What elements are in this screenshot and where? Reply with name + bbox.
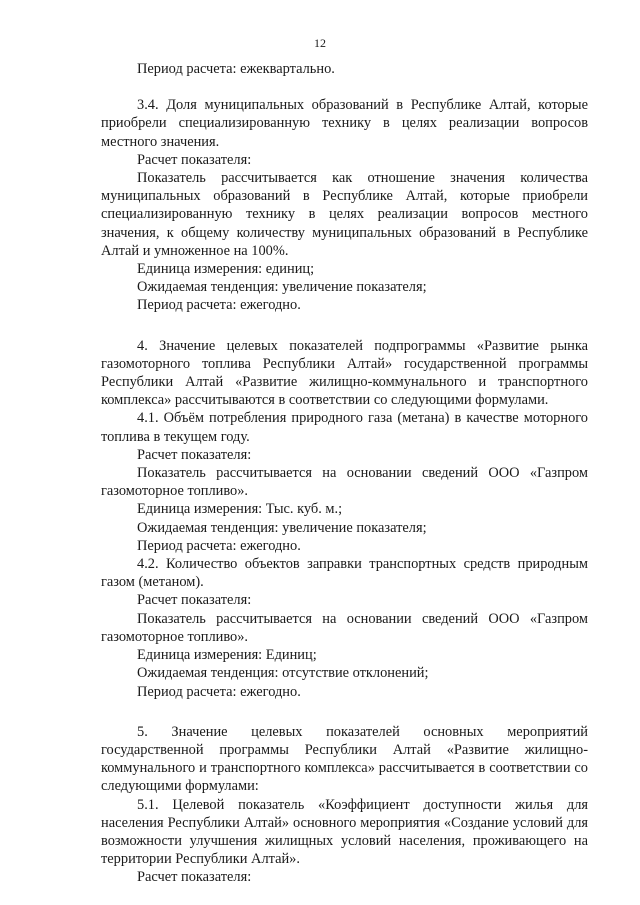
paragraph: Показатель рассчитывается на основании сведений ООО «Газпром газомоторное топливо». (101, 610, 588, 645)
paragraph: Расчет показателя: (137, 446, 252, 463)
paragraph: 3.4. Доля муниципальных образований в Республике Алтай, которые приобрели специализированную технику в целях реализации вопросов местного значения. (101, 97, 588, 150)
paragraph: Период расчета: ежеквартально. (137, 61, 335, 77)
paragraph: Ожидаемая тенденция: увеличение показателя; (137, 279, 427, 296)
paragraph: Ожидаемая тенденция: отсутствие отклонений; (137, 665, 429, 682)
paragraph: Показатель рассчитывается на основании сведений ООО «Газпром газомоторное топливо». (101, 465, 588, 500)
paragraph: Расчет показателя: (137, 869, 252, 886)
paragraph: Период расчета: ежегодно. (137, 297, 301, 314)
paragraph-spacer (101, 78, 588, 96)
paragraph-spacer (101, 315, 588, 337)
paragraph: Единица измерения: Единиц; (137, 647, 317, 664)
paragraph: Расчет показателя: (137, 151, 252, 168)
paragraph: Единица измерения: Тыс. куб. м.; (137, 501, 343, 518)
paragraph: Единица измерения: единиц; (137, 261, 315, 278)
paragraph: Расчет показателя: (137, 592, 252, 609)
paragraph: 4.2. Количество объектов заправки транспортных средств природным газом (метаном). (101, 556, 588, 591)
document-body (101, 60, 588, 887)
paragraph: 4.1. Объём потребления природного газа (метана) в качестве моторного топлива в текущем году. (101, 410, 588, 445)
page-number: 12 (314, 36, 326, 50)
paragraph: Показатель рассчитывается как отношение значения количества муниципальных образований в Республике Алтай, которые приобрели специализированную технику в целях реализации вопросов местного значения, к общему количеству муниципальных образований в Республике Алтай и умноженное на 100%. (101, 170, 588, 259)
paragraph: 5.1. Целевой показатель «Коэффициент доступности жилья для населения Республики Алтай» основного мероприятия «Создание условий для возможности улучшения жилищных условий населения, проживающего на территории Республики Алтай». (101, 796, 588, 868)
paragraph: Ожидаемая тенденция: увеличение показателя; (137, 519, 427, 536)
paragraph: Период расчета: ежегодно. (137, 683, 301, 700)
paragraph: Период расчета: ежегодно. (137, 537, 301, 554)
paragraph: 5. Значение целевых показателей основных мероприятий государственной программы Республики Алтай «Развитие жилищно-коммунального и транспортного комплекса» рассчитывается в соответствии со следующими формулами: (101, 723, 588, 795)
paragraph-spacer (101, 701, 588, 723)
paragraph: 4. Значение целевых показателей подпрограммы «Развитие рынка газомоторного топлива Республики Алтай» государственной программы Республики Алтай «Развитие жилищно-коммунального и транспортного комплекса» рассчитываются в соответствии со следующими формулами. (101, 337, 588, 409)
